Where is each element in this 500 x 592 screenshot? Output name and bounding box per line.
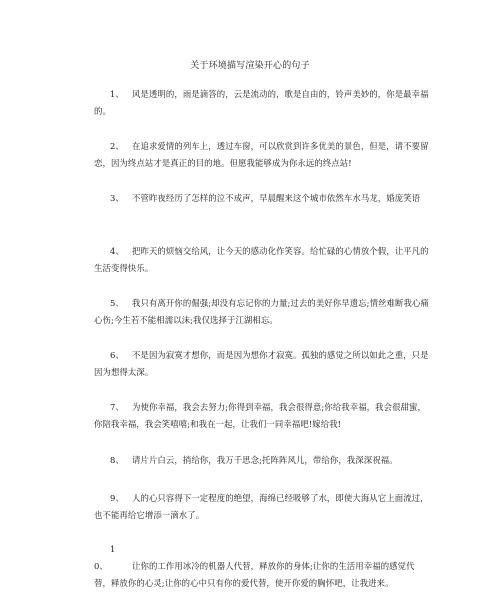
paragraph-text: 不管昨夜经历了怎样的泣不成声，早晨醒来这个城市依然车水马龙，婚庞笑语 [132,193,421,203]
document-title: 关于环境描写渲染开心的句子 [190,61,310,71]
paragraph-5 [94,295,430,329]
paragraph-7 [94,399,430,433]
paragraph-number: 7、 [110,402,124,412]
paragraph-8 [94,452,430,469]
paragraph-9 [94,490,430,524]
paragraph-number: 2、 [110,141,124,151]
paragraph-number: 9、 [110,493,124,503]
paragraph-1 [94,86,430,120]
paragraph-text: 我只有离开你的倔强;却没有忘记你的力量;过去的美好你早遗忘;情丝难断我心痛心伤;今生若不能相濡以沫;我仅选择于江湖相忘。 [94,298,429,325]
paragraph-text: 请片片白云，捎给你，我万千思念;托阵阵风儿，带给你，我深深祝福。 [132,455,398,465]
paragraph-text: 人的心只容得下一定程度的绝望，海绵已经吸够了水，即使大海从它上面流过，也不能再给它增添一滴水了。 [94,493,429,520]
paragraph-6 [94,347,430,381]
paragraph-3 [94,190,430,207]
paragraph-number: 6、 [110,350,124,360]
paragraph-number: 3、 [110,193,124,203]
paragraph-2 [94,138,430,172]
paragraph-text: 让你的工作用冰冷的机器人代替，释放你的身体;让你的生活用幸福的感觉代替，释放你的心灵;让你的心中只有你的爱代替，使开你爱的胸怀吧，让我进来。 [94,561,415,588]
paragraph-text: 在追求爱情的列车上，透过车窗，可以欣赏到许多优美的景色，但是，请不要留恋，因为终点站才是真正的目的地。但愿我能够成为你永远的终点站! [94,141,429,168]
paragraph-number: 8、 [110,455,124,465]
paragraph-number: 1、 [110,89,124,99]
paragraph-number: 5、 [110,298,124,308]
paragraph-10 [94,541,430,592]
paragraph-text: 不是因为寂寞才想你，而是因为想你才寂寞。孤独的感觉之所以如此之重，只是因为想得太深。 [94,350,429,377]
paragraph-text: 为使你幸福，我会去努力;你得到幸福，我会很得意;你给我幸福，我会很甜蜜，你陪我幸福，我会笑嘻嘻;和我在一起，让我们一同幸福吧!嫁给我! [94,402,426,429]
paragraph-text: 把昨天的烦恼交给风，让今天的感动化作笑容。给忙碌的心情放个假，让平凡的生活变得快乐。 [94,246,429,273]
paragraph-number: 10、 [94,544,116,571]
paragraph-text: 风是透明的，雨是滴答的，云是流动的，歌是自由的，铃声美妙的，你是最幸福的。 [94,89,429,116]
paragraph-4 [94,243,430,277]
paragraph-number: 4、 [110,246,124,256]
